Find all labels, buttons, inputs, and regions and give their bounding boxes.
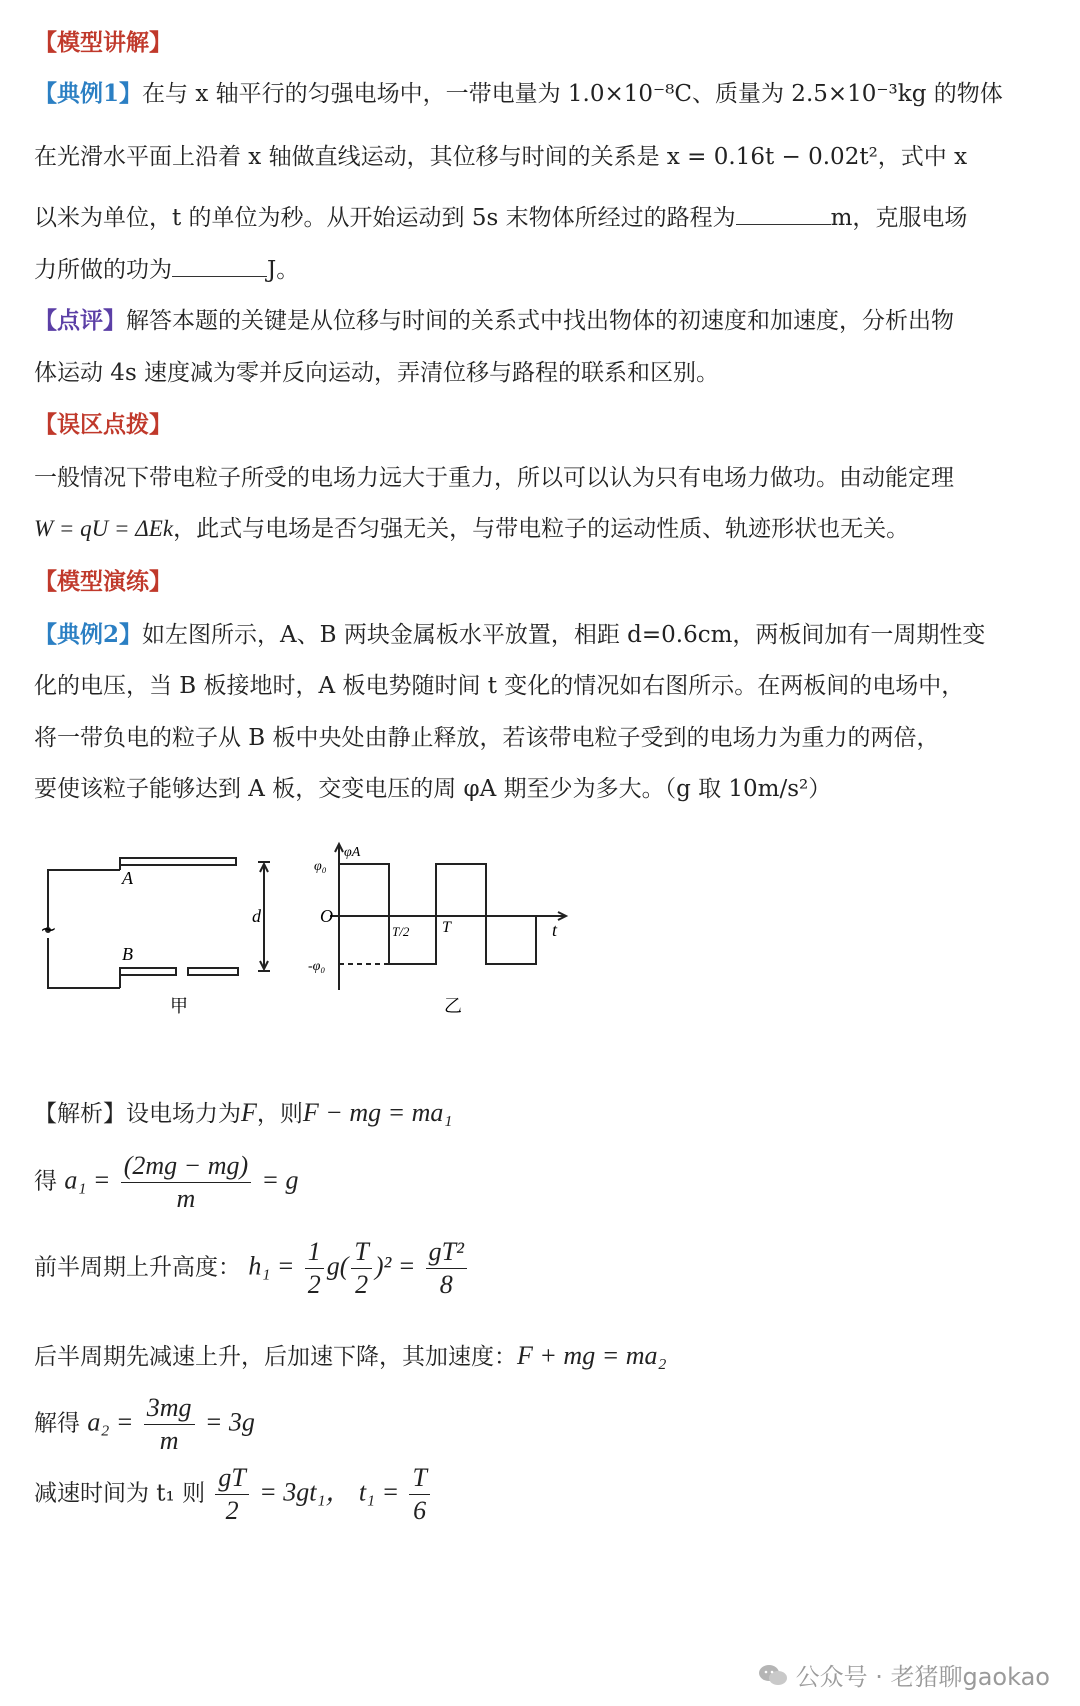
solution-line2 bbox=[34, 1150, 299, 1215]
caption-yi: 乙 bbox=[444, 996, 462, 1017]
example1-line3 bbox=[34, 202, 1044, 233]
figure-plates-and-graph bbox=[40, 840, 600, 1030]
h1-result-denominator: 8 bbox=[439, 1270, 453, 1299]
graph-tick-period: T bbox=[442, 919, 451, 936]
h1-result-numerator: gT² bbox=[426, 1236, 467, 1269]
example2-line2: 化的电压，当 B 板接地时，A 板电势随时间 t 变化的情况如右图所示。在两板间的电场中， bbox=[34, 673, 965, 699]
caption-jia: 甲 bbox=[170, 996, 188, 1017]
a2-rhs: = 3g bbox=[204, 1407, 255, 1437]
watermark bbox=[758, 1657, 1050, 1692]
comment-line1 bbox=[34, 306, 1044, 336]
a2-denominator: m bbox=[159, 1426, 179, 1455]
section-model-explain: 【模型讲解】 bbox=[34, 29, 172, 56]
comment-tag: 【点评】 bbox=[34, 307, 126, 334]
graph-y-axis-label: φA bbox=[344, 845, 361, 860]
decel-time-label: 减速时间为 t₁ 则 bbox=[34, 1480, 206, 1507]
a1-fraction bbox=[121, 1150, 251, 1215]
example2-text-1: 如左图所示，A、B 两块金属板水平放置，相距 d=0.6cm，两板间加有一周期性变 bbox=[142, 622, 986, 648]
figure-voltage-graph bbox=[330, 844, 566, 990]
gap-d-label: d bbox=[252, 906, 261, 926]
a1-lhs: a₁ = bbox=[64, 1165, 111, 1195]
example1-line1 bbox=[34, 79, 1044, 109]
comment-text-1: 解答本题的关键是从位移与时间的关系式中找出物体的初速度和加速度，分析出物 bbox=[126, 308, 954, 334]
answer-blank-work[interactable] bbox=[172, 254, 267, 277]
graph-tick-half-period: T/2 bbox=[392, 924, 410, 939]
a2-fraction bbox=[144, 1392, 195, 1457]
comment-line2: 体运动 4s 速度减为零并反向运动，弄清位移与路程的联系和区别。 bbox=[34, 360, 720, 386]
decel-equation: = 3gt₁， bbox=[259, 1477, 352, 1507]
gt-numerator: gT bbox=[215, 1462, 248, 1495]
solution-line5 bbox=[34, 1392, 255, 1457]
t-half-fraction bbox=[351, 1236, 371, 1301]
pitfall-line1: 一般情况下带电粒子所受的电场力远大于重力，所以可以认为只有电场力做功。由动能定理 bbox=[34, 465, 954, 491]
solution-line4 bbox=[34, 1338, 667, 1371]
plate-a-label: A bbox=[122, 868, 133, 888]
graph-y-bottom-label: -φ₀ bbox=[308, 959, 326, 974]
graph-y-top-label: φ₀ bbox=[314, 859, 327, 874]
paren-squared: )² = bbox=[374, 1251, 416, 1281]
h1-lhs: h₁ = bbox=[248, 1251, 295, 1281]
example2-line3: 将一带负电的粒子从 B 板中央处由静止释放，若该带电粒子受到的电场力为重力的两倍， bbox=[34, 725, 940, 751]
a1-denominator: m bbox=[176, 1184, 196, 1213]
g-paren: g( bbox=[326, 1251, 349, 1281]
example1-text-4a: 力所做的功为 bbox=[34, 257, 172, 283]
half-denominator: 2 bbox=[307, 1270, 321, 1299]
graph-x-axis-label: t bbox=[552, 920, 558, 940]
work-energy-formula: W = qU = ΔEk bbox=[34, 516, 174, 541]
newton-equation-1: F − mg = ma₁ bbox=[302, 1098, 453, 1127]
t1-fraction bbox=[409, 1462, 429, 1527]
t-numerator: T bbox=[351, 1236, 371, 1269]
solution-then: ，则 bbox=[256, 1101, 303, 1127]
half-numerator: 1 bbox=[305, 1236, 324, 1269]
a2-lhs: a₂ = bbox=[87, 1407, 134, 1437]
t1-denominator: 6 bbox=[413, 1496, 427, 1525]
solution-line3 bbox=[34, 1236, 470, 1301]
solution-label: 【解析】设电场力为 bbox=[34, 1101, 241, 1127]
newton-equation-2: F + mg = ma₂ bbox=[517, 1341, 667, 1370]
example1-text-3a: 以米为单位，t 的单位为秒。从开始运动到 5s 末物体所经过的路程为 bbox=[34, 205, 736, 231]
example1-text-4b: J。 bbox=[267, 257, 300, 283]
pitfall-text-2: ，此式与电场是否匀强无关，与带电粒子的运动性质、轨迹形状也无关。 bbox=[173, 516, 910, 542]
section-practice: 【模型演练】 bbox=[34, 568, 172, 595]
watermark-text: 公众号 · 老猪聊gaokao bbox=[795, 1663, 1050, 1691]
a2-numerator: 3mg bbox=[144, 1392, 195, 1425]
gt-half-fraction bbox=[215, 1462, 248, 1527]
second-half-label: 后半周期先减速上升，后加速下降，其加速度： bbox=[34, 1344, 517, 1370]
t-denominator: 2 bbox=[355, 1270, 369, 1299]
example1-tag: 【典例1】 bbox=[34, 80, 143, 107]
gt-denominator: 2 bbox=[225, 1496, 239, 1525]
example1-line2: 在光滑水平面上沿着 x 轴做直线运动，其位移与时间的关系是 x = 0.16t − 0.02t²，式中 x bbox=[34, 144, 968, 170]
solution-get: 得 bbox=[34, 1168, 57, 1195]
section-pitfalls: 【误区点拨】 bbox=[34, 411, 172, 438]
graph-origin-label: O bbox=[320, 906, 333, 926]
h1-result-fraction bbox=[426, 1236, 467, 1301]
example2-tag: 【典例2】 bbox=[34, 621, 143, 648]
example1-text-3b: m，克服电场 bbox=[830, 205, 968, 231]
pitfall-line2 bbox=[34, 514, 1044, 544]
force-symbol: F bbox=[241, 1098, 257, 1127]
solution-line1 bbox=[34, 1095, 452, 1128]
a1-rhs: = g bbox=[261, 1165, 299, 1195]
plate-b-label: B bbox=[122, 944, 133, 964]
t1-numerator: T bbox=[409, 1462, 429, 1495]
ac-source-symbol: ~ bbox=[40, 917, 57, 941]
solution-solve: 解得 bbox=[34, 1410, 80, 1437]
half-fraction bbox=[305, 1236, 324, 1301]
example1-text-1: 在与 x 轴平行的匀强电场中，一带电量为 1.0×10⁻⁸C、质量为 2.5×10⁻³kg 的物体 bbox=[142, 81, 1003, 107]
first-half-height-label: 前半周期上升高度： bbox=[34, 1254, 241, 1281]
example1-line4 bbox=[34, 254, 1044, 285]
example2-line4: 要使该粒子能够达到 A 板，交变电压的周 φA 期至少为多大。（g 取 10m/s²） bbox=[34, 776, 832, 802]
example2-line1 bbox=[34, 620, 1044, 650]
answer-blank-distance[interactable] bbox=[736, 202, 831, 225]
figure-circuit bbox=[46, 858, 270, 988]
wechat-icon bbox=[758, 1663, 788, 1687]
solution-line6 bbox=[34, 1462, 433, 1527]
t1-lhs: t₁ = bbox=[358, 1477, 400, 1507]
a1-numerator: (2mg − mg) bbox=[121, 1150, 251, 1183]
